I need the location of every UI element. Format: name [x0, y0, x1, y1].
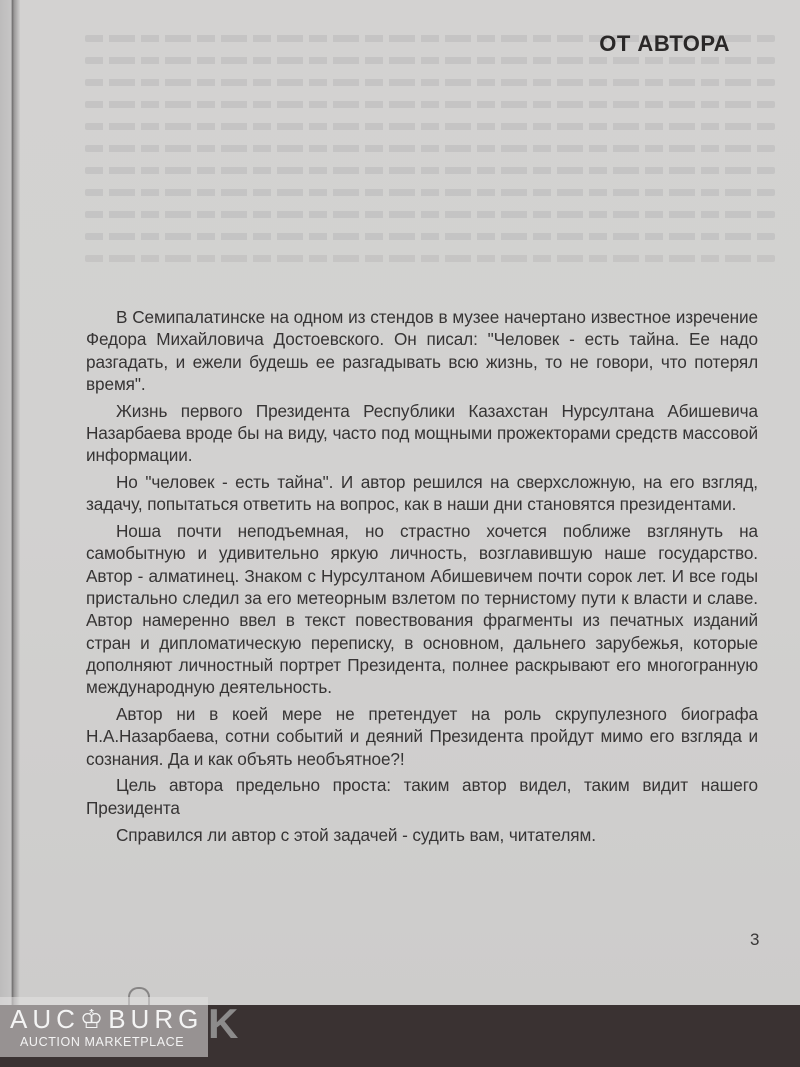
page-heading: ОТ АВТОРА: [599, 31, 730, 56]
page-number: 3: [750, 930, 760, 949]
watermark-subtitle: AUCTION MARKETPLACE: [20, 1035, 185, 1049]
paragraph-3: Но "человек - есть тайна". И автор решился на сверхсложную, на его взгляд, задачу, попытаться ответить на вопрос, как в наши дни становятся президентами.: [86, 472, 758, 515]
paragraph-6: Цель автора предельно проста: таким автор видел, таким видит нашего Президента: [86, 775, 758, 818]
paragraph-2: Жизнь первого Президента Республики Казахстан Нурсултана Абишевича Назарбаева вроде бы на виду, часто под мощными прожекторами средств массовой информации.: [86, 400, 758, 466]
paragraph-7: Справился ли автор с этой задачей - судить вам, читателям.: [116, 824, 596, 845]
watermark-letter: K: [208, 1000, 239, 1047]
book-gutter-shadow: [0, 0, 20, 1067]
paragraph-4: Ноша почти неподъемная, но страстно хочется поближе взглянуть на самобытную и удивительно яркую личность, возглавившую наше государство. Автор - алматинец. Знаком с Нурсултаном Абишевичем почти сорок лет. И все годы пристально следил за его метеорным взлетом по тернистому пути к власти и славе. Автор намеренно ввел в текст повествования фрагменты из печатных изданий стран и дипломатическую переписку, в основном, дальнего зарубежья, которые дополняют личностный портрет Президента, полнее раскрывают его многогранную международную деятельность.: [86, 521, 758, 698]
watermark-brand: AUC♔BURG: [10, 1004, 204, 1034]
watermark-overlay: [0, 997, 208, 1057]
paragraph-1: В Семипалатинске на одном из стендов в музее начертано известное изречение Федора Михайловича Достоевского. Он писал: "Человек - есть тайна. Ее надо разгадать, и ежели будешь ее разгадывать всю жизнь, то не говори, что потерял время".: [86, 307, 758, 394]
foreword-body: [86, 306, 758, 850]
paragraph-5: Автор ни в коей мере не претендует на роль скрупулезного биографа Н.А.Назарбаева, сотни событий и деяний Президента пройдут мимо его взгляда и сознания. Да и как объять необъятное?!: [86, 704, 758, 769]
